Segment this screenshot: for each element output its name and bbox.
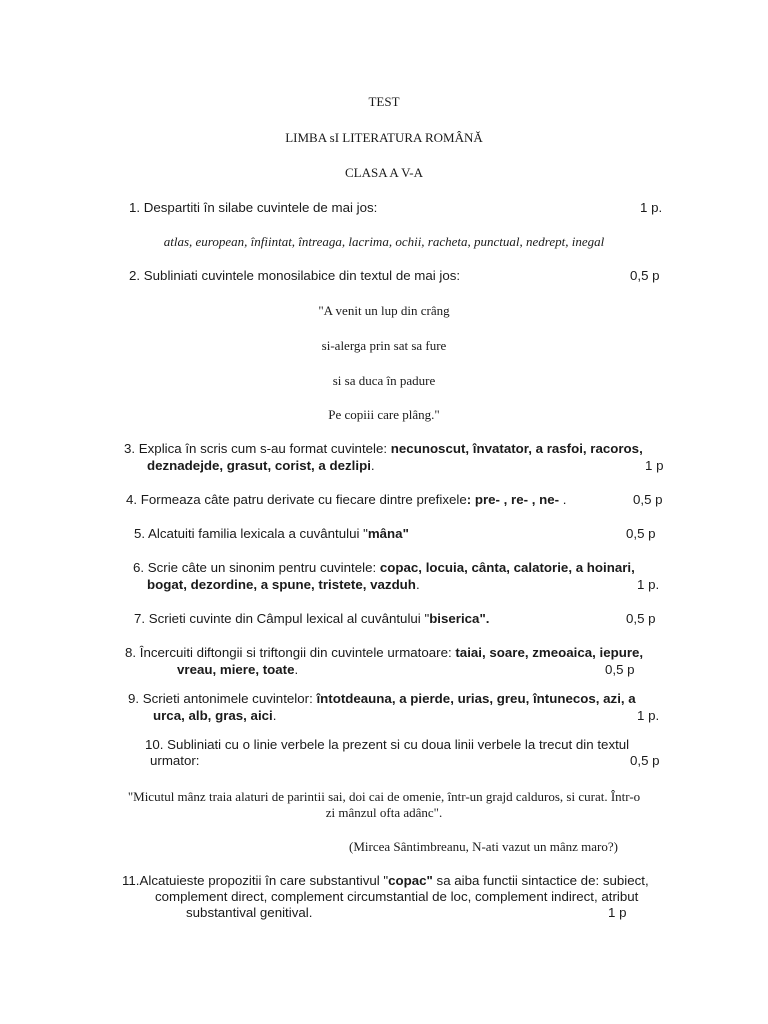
question-4-points: 0,5 p: [633, 492, 663, 507]
poem-line-4: Pe copiii care plâng.": [328, 407, 440, 422]
question-6: 6. Scrie câte un sinonim pentru cuvintele: copac, locuia, cânta, calatorie, a hoinari,: [133, 560, 635, 575]
quote-source: (Mircea Sântimbreanu, N-ati vazut un mânz maro?): [349, 839, 618, 854]
question-2: 2. Subliniati cuvintele monosilabice din textul de mai jos:: [129, 268, 461, 283]
question-1-points: 1 p.: [640, 200, 663, 215]
quote-line-2: zi mânzul ofta adânc".: [325, 805, 443, 820]
question-4: 4. Formeaza câte patru derivate cu fiecare dintre prefixele: pre- , re- , ne- .: [126, 492, 567, 507]
question-11-line-2: complement direct, complement circumstantial de loc, complement indirect, atribut: [155, 889, 639, 904]
question-10: 10. Subliniati cu o linie verbele la prezent si cu doua linii verbele la trecut din textul: [145, 737, 630, 752]
question-8-points: 0,5 p: [605, 662, 635, 677]
question-8-line-2: vreau, miere, toate.: [177, 662, 299, 677]
question-11-points: 1 p: [608, 905, 627, 920]
question-11: 11.Alcatuieste propozitii în care substantivul "copac" sa aiba functii sintactice de: subiect,: [122, 873, 649, 888]
question-1-words: atlas, european, înfiintat, întreaga, lacrima, ochii, racheta, punctual, nedrept, inegal: [163, 234, 605, 249]
question-3: 3. Explica în scris cum s-au format cuvintele: necunoscut, învatator, a rasfoi, racoros,: [124, 441, 643, 456]
question-10-line-2: urmator:: [150, 753, 200, 768]
question-11-line-3: substantival genitival.: [186, 905, 313, 920]
question-3-line-2: deznadejde, grasut, corist, a dezlipi.: [147, 458, 375, 473]
question-7-points: 0,5 p: [626, 611, 656, 626]
poem-line-3: si sa duca în padure: [332, 373, 436, 388]
question-2-points: 0,5 p: [630, 268, 660, 283]
question-6-line-2: bogat, dezordine, a spune, tristete, vazduh.: [147, 577, 420, 592]
question-3-points: 1 p: [645, 458, 664, 473]
question-10-points: 0,5 p: [630, 753, 660, 768]
question-5-points: 0,5 p: [626, 526, 656, 541]
poem-line-1: "A venit un lup din crâng: [318, 303, 450, 318]
question-1: 1. Despartiti în silabe cuvintele de mai jos:: [129, 200, 378, 215]
question-9: 9. Scrieti antonimele cuvintelor: întotdeauna, a pierde, urias, greu, întunecos, azi, a: [128, 691, 636, 706]
test-title: TEST: [368, 94, 400, 109]
quote-line-1: "Micutul mânz traia alaturi de parintii sai, doi cai de omenie, într-un grajd calduros, si curat. Într-o: [127, 789, 641, 804]
subject-title: LIMBA sI LITERATURA ROMÂNĂ: [285, 130, 483, 145]
question-9-line-2: urca, alb, gras, aici.: [153, 708, 277, 723]
question-6-points: 1 p.: [637, 577, 660, 592]
poem-line-2: si-alerga prin sat sa fure: [321, 338, 447, 353]
question-8: 8. Încercuiti diftongii si triftongii din cuvintele urmatoare: taiai, soare, zmeoaica, iepure,: [125, 645, 644, 660]
class-title: CLASA A V-A: [344, 165, 424, 180]
question-5: 5. Alcatuiti familia lexicala a cuvântului "mâna": [134, 526, 409, 541]
question-9-points: 1 p.: [637, 708, 660, 723]
question-7: 7. Scrieti cuvinte din Câmpul lexical al cuvântului "biserica".: [134, 611, 490, 626]
